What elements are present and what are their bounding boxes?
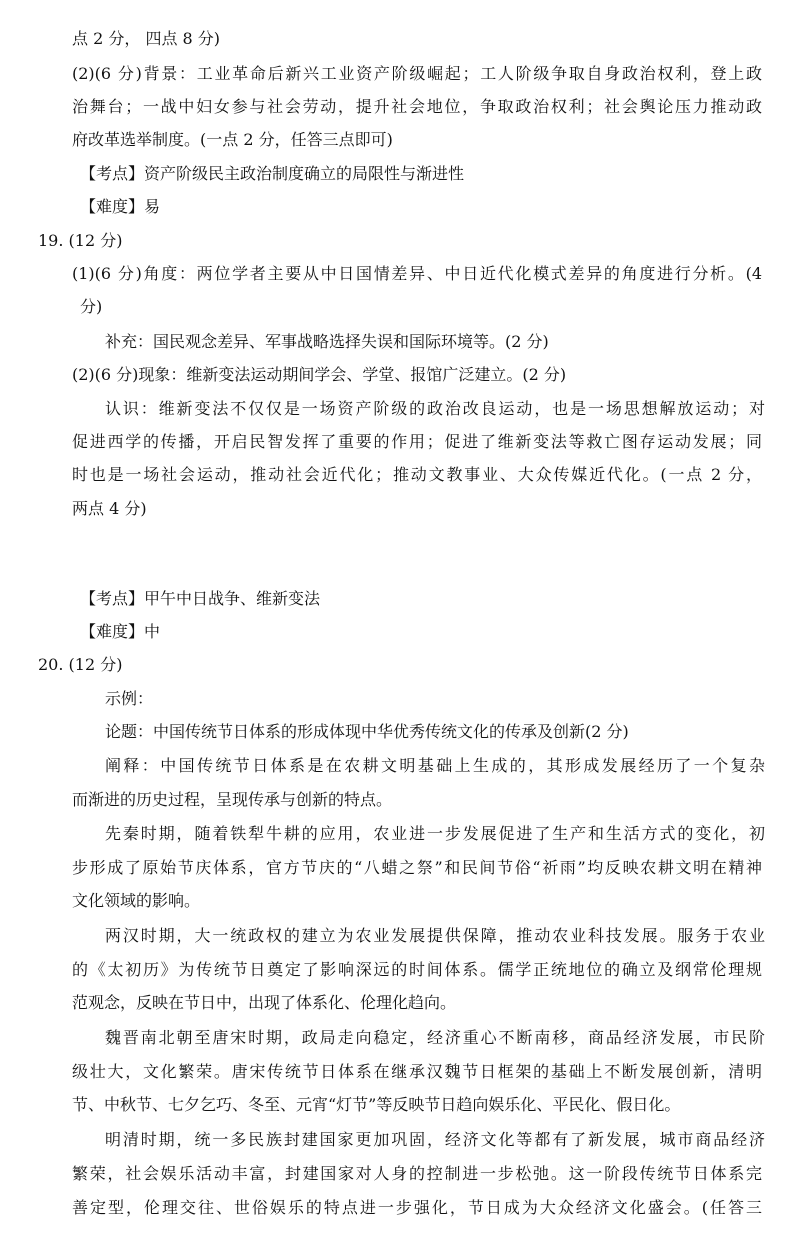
text-line: 阐释：中国传统节日体系是在农耕文明基础上生成的，其形成发展经历了一个复杂	[105, 756, 765, 775]
text-line: (2)(6 分)背景：工业革命后新兴工业资产阶级崛起；工人阶级争取自身政治权利，登上政	[72, 64, 762, 83]
text-line: 步形成了原始节庆体系，官方节庆的“八蜡之祭”和民间节俗“祈雨”均反映农耕文明在精神	[72, 858, 762, 877]
text-line: 论题：中国传统节日体系的形成体现中华优秀传统文化的传承及创新(2 分)	[105, 722, 629, 741]
text-line: 文化领域的影响。	[72, 891, 201, 910]
text-line: 两汉时期，大一统政权的建立为农业发展提供保障，推动农业科技发展。服务于农业	[105, 926, 765, 945]
text-line: 节、中秋节、七夕乞巧、冬至、元宵“灯节”等反映节日趋向娱乐化、平民化、假日化。	[72, 1095, 681, 1114]
text-line: 点 2 分， 四点 8 分)	[72, 29, 221, 48]
exam-point-label: 【考点】资产阶级民主政治制度确立的局限性与渐进性	[80, 164, 465, 183]
text-line: 示例：	[105, 689, 154, 708]
text-line: 两点 4 分)	[72, 499, 147, 518]
text-line: 促进西学的传播，开启民智发挥了重要的作用；促进了维新变法等救亡图存运动发展；同	[72, 432, 762, 451]
difficulty-label: 【难度】易	[80, 197, 161, 216]
text-line: 时也是一场社会运动，推动社会近代化；推动文教事业、大众传媒近代化。(一点 2 分，	[72, 465, 762, 484]
text-line: 分)	[80, 297, 103, 316]
text-line: 明清时期，统一多民族封建国家更加巩固，经济文化等都有了新发展，城市商品经济	[105, 1130, 765, 1149]
question-number: 19. (12 分)	[38, 231, 123, 250]
text-line: 认识：维新变法不仅仅是一场资产阶级的政治改良运动，也是一场思想解放运动；对	[105, 399, 765, 418]
difficulty-label: 【难度】中	[80, 622, 161, 641]
text-line: (1)(6 分)角度：两位学者主要从中日国情差异、中日近代化模式差异的角度进行分析。(4	[72, 264, 762, 283]
text-line: 范观念，反映在节日中，出现了体系化、伦理化趋向。	[72, 993, 457, 1012]
text-line: 繁荣，社会娱乐活动丰富，封建国家对人身的控制进一步松弛。这一阶段传统节日体系完	[72, 1164, 762, 1183]
text-line: 补充：国民观念差异、军事战略选择失误和国际环境等。(2 分)	[105, 332, 549, 351]
text-line: 级壮大，文化繁荣。唐宋传统节日体系在继承汉魏节日框架的基础上不断发展创新，清明	[72, 1062, 762, 1081]
text-line: 善定型，伦理交往、世俗娱乐的特点进一步强化，节日成为大众经济文化盛会。(任答三	[72, 1198, 762, 1217]
question-number: 20. (12 分)	[38, 655, 123, 674]
exam-point-label: 【考点】甲午中日战争、维新变法	[80, 589, 321, 608]
text-line: 的《太初历》为传统节日奠定了影响深远的时间体系。儒学正统地位的确立及纲常伦理规	[72, 960, 762, 979]
text-line: 而渐进的历史过程，呈现传承与创新的特点。	[72, 790, 393, 809]
text-line: 先秦时期，随着铁犁牛耕的应用，农业进一步发展促进了生产和生活方式的变化，初	[105, 824, 765, 843]
text-line: 治舞台；一战中妇女参与社会劳动，提升社会地位，争取政治权利；社会舆论压力推动政	[72, 97, 762, 116]
text-line: 魏晋南北朝至唐宋时期，政局走向稳定，经济重心不断南移，商品经济发展，市民阶	[105, 1028, 765, 1047]
text-line: 府改革选举制度。(一点 2 分，任答三点即可)	[72, 130, 393, 149]
text-line: (2)(6 分)现象：维新变法运动期间学会、学堂、报馆广泛建立。(2 分)	[72, 365, 567, 384]
